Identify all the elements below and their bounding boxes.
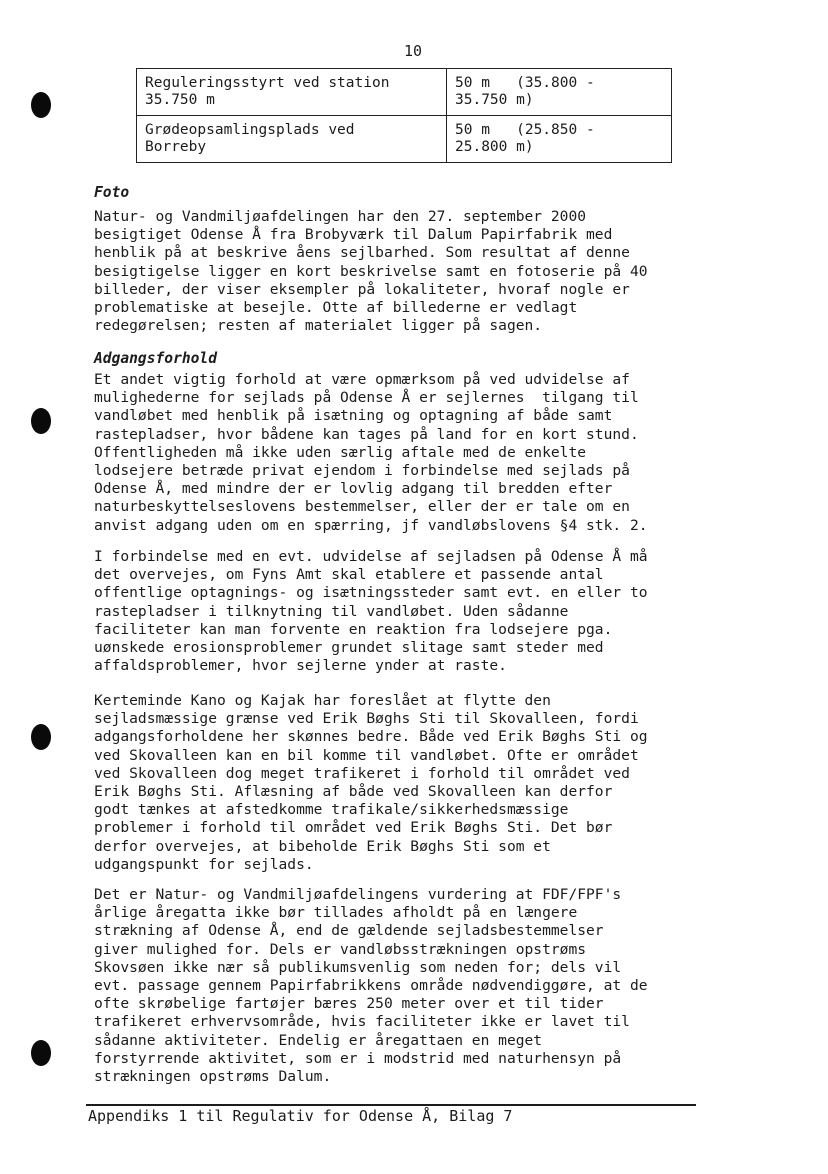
paragraph-adgangsforhold: Et andet vigtig forhold at være opmærksom på ved udvidelse af mulighederne for sejlads på Odense Å er sejlernes tilgang til vandløbet med henblik på isætning og optagning af både samt rastepladser, hvor bådene kan tages på land for en kort stund. Offentligheden må ikke uden særlig aftale med de enkelte lodsejere betræde privat ejendom i forbindelse med sejlads på Odense Å, med mindre der er lovlig adgang til bredden efter naturbeskyttelseslovens bestemmelser, eller der er tale om en anvist adgang uden om en spærring, jf vandløbslovens §4 stk. 2. — [94, 371, 648, 534]
table-cell-location — [137, 116, 447, 163]
table-row — [137, 69, 672, 116]
table-cell-location — [137, 69, 447, 116]
cell-text: Reguleringsstyrt ved station 35.750 m — [145, 75, 390, 108]
specification-table — [136, 68, 672, 163]
table-cell-distance — [447, 69, 672, 116]
cell-text: 50 m (25.850 - 25.800 m) — [455, 122, 595, 155]
table-row — [137, 116, 672, 163]
punch-hole-1 — [31, 92, 51, 118]
section-heading-adgangsforhold: Adgangsforhold — [94, 350, 218, 367]
cell-text: 50 m (35.800 - 35.750 m) — [455, 75, 595, 108]
cell-text: Grødeopsamlingsplads ved Borreby — [145, 122, 355, 155]
footer-divider — [86, 1104, 696, 1106]
punch-hole-3 — [31, 724, 51, 750]
paragraph-foto: Natur- og Vandmiljøafdelingen har den 27. september 2000 besigtiget Odense Å fra Brobyværk til Dalum Papirfabrik med henblik på at beskrive åens sejlbarhed. Som resultat af denne besigtigelse ligger en kort beskrivelse samt en fotoserie på 40 billeder, der viser eksempler på lokaliteter, hvoraf nogle er problematiske at besejle. Otte af billederne er vedlagt redegørelsen; resten af materialet ligger på sagen. — [94, 208, 648, 335]
page-number: 10 — [404, 42, 423, 60]
punch-hole-4 — [31, 1040, 51, 1066]
page-footer: Appendiks 1 til Regulativ for Odense Å, Bilag 7 — [88, 1107, 513, 1125]
paragraph-skovalleen: Kerteminde Kano og Kajak har foreslået at flytte den sejladsmæssige grænse ved Erik Bøghs Sti til Skovalleen, fordi adgangsforholdene her skønnes bedre. Både ved Erik Bøghs Sti og ved Skovalleen kan en bil komme til vandløbet. Ofte er området ved Skovalleen dog meget trafikeret i forhold til området ved Erik Bøghs Sti. Aflæsning af både ved Skovalleen kan derfor godt tænkes at afstedkomme trafikale/sikkerhedsmæssige problemer i forhold til området ved Erik Bøghs Sti. Det bør derfor overvejes, at bibeholde Erik Bøghs Sti som et udgangspunkt for sejlads. — [94, 692, 648, 873]
table-cell-distance — [447, 116, 672, 163]
section-heading-foto: Foto — [94, 184, 130, 201]
paragraph-aaregatta: Det er Natur- og Vandmiljøafdelingens vurdering at FDF/FPF's årlige åregatta ikke bør tillades afholdt på en længere strækning af Odense Å, end de gældende sejladsbestemmelser giver mulighed for. Dels er vandløbsstrækningen opstrøms Skovsøen ikke nær så publikumsvenlig som neden for; dels vil evt. passage gennem Papirfabrikkens område nødvendiggøre, at de ofte skrøbelige fartøjer bæres 250 meter over et til tider trafikeret erhvervsområde, hvis faciliteter ikke er lavet til sådanne aktiviteter. Endelig er åregattaen en meget forstyrrende aktivitet, som er i modstrid med naturhensyn på strækningen opstrøms Dalum. — [94, 886, 648, 1086]
paragraph-faciliteter: I forbindelse med en evt. udvidelse af sejladsen på Odense Å må det overvejes, om Fyns Amt skal etablere et passende antal offentlige optagnings- og isætningssteder samt evt. en eller to rastepladser i tilknytning til vandløbet. Uden sådanne faciliteter kan man forvente en reaktion fra lodsejere pga. uønskede erosionsproblemer grundet slitage samt steder med affaldsproblemer, hvor sejlerne ynder at raste. — [94, 548, 648, 675]
punch-hole-2 — [31, 408, 51, 434]
